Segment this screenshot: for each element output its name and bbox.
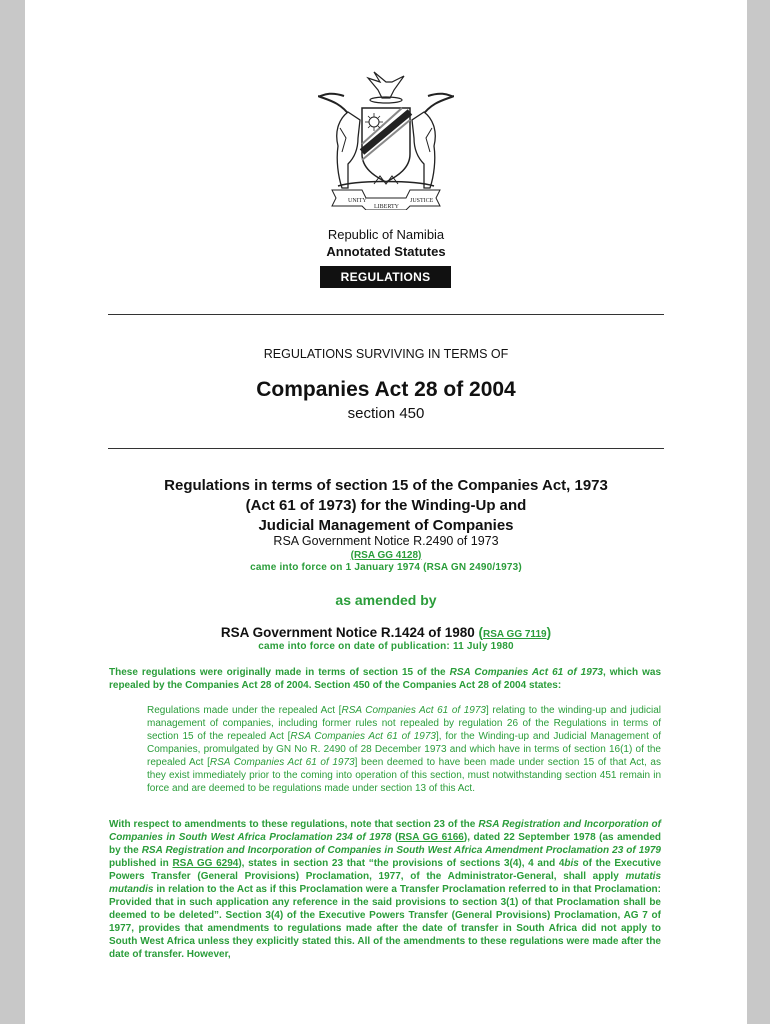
note-proclamation: RSA Registration and Incorporation of Companies in South West Africa Proclamation 234 of 1978 [109, 819, 661, 843]
quote-act-3: RSA Companies Act 61 of 1973 [209, 757, 355, 768]
note-text-5: ), states in section 23 that “the provisions of sections 3(4), 4 and 4 [238, 858, 565, 869]
note-bis: bis [564, 858, 579, 869]
amending-gazette-link[interactable]: RSA GG 7119 [483, 629, 547, 640]
regulation-title [25, 476, 747, 536]
intro-text-1: These regulations were originally made in terms of section 15 of the [109, 667, 450, 678]
motto-left: UNITY [348, 198, 367, 204]
note-text-7: in relation to the Act as if this Proclamation were a Transfer Proclamation referred to in that Proclamation: Provided that in such application any reference in the said provisions to section 3(1) of that Proclamation shall be deemed to be deleted”. Section 3(4) of the Executive Powers Transfer (General Provisions) Proclamation, AG 7 of 1977, provides that amendments to regulations made after the date of transfer in South Africa did not apply to South West Africa unless they explicitly stated this. All of the amendments to these regulations were made after the date of transfer. However, [109, 884, 661, 960]
regulations-badge: REGULATIONS [320, 266, 451, 288]
amendment-commencement: came into force on date of publication: 11 July 1980 [258, 641, 514, 652]
intro-text-act: RSA Companies Act 61 of 1973 [449, 667, 603, 678]
republic-label: Republic of Namibia [327, 227, 445, 242]
intro-text-2: , which was repealed by the Companies Act 28 of 2004. Section 450 of the Companies Act 28 of 2004 states: [109, 667, 662, 691]
note-text-2: ( [391, 832, 399, 843]
document-page [25, 0, 747, 1024]
quote-act-2: RSA Companies Act 61 of 1973 [290, 731, 436, 742]
note-text-4: published in [109, 858, 173, 869]
regulation-title-line1: Regulations in terms of section 15 of the Companies Act, 1973 [164, 477, 608, 494]
amending-gazette-open: ( [478, 625, 484, 640]
note-amendment-proclamation: RSA Registration and Incorporation of Companies in South West Africa Amendment Proclamation 23 of 1979 [141, 845, 661, 856]
motto-right: JUSTICE [410, 198, 434, 204]
note-mutatis: mutatis mutandis [109, 871, 661, 895]
note-text-1: With respect to amendments to these regulations, note that section 23 of the [109, 819, 479, 830]
note-text-3: ), dated 22 September 1978 (as amended by the [109, 832, 662, 856]
quote-text-2: ] relating to the winding-up and judicial management of companies, including former rules not repealed by regulation 26 of the Regulations in terms of section 15 of the repealed Act [ [147, 705, 661, 742]
quote-text-4: ] been deemed to have been made under section 15 of that Act, as they exist immediately prior to the coming into operation of this section, must notwithstanding section 451 remain in force and are deemed to be regulations made under section 13 of this Act. [147, 757, 661, 794]
regulation-commencement: came into force on 1 January 1974 (RSA GN 2490/1973) [250, 562, 522, 573]
section-450-quote [147, 704, 661, 795]
coat-of-arms-icon [318, 68, 454, 210]
act-section: section 450 [347, 405, 425, 422]
amendment-note-paragraph [109, 818, 661, 961]
surviving-heading: REGULATIONS SURVIVING IN TERMS OF [263, 347, 509, 361]
regulation-title-line3: Judicial Management of Companies [258, 517, 514, 534]
note-gazette-link-2[interactable]: RSA GG 6294 [172, 858, 239, 869]
amending-notice [25, 625, 747, 640]
act-title: Companies Act 28 of 2004 [256, 378, 516, 401]
divider-top [108, 314, 664, 315]
quote-text-1: Regulations made under the repealed Act [ [147, 705, 342, 716]
statutes-label: Annotated Statutes [326, 244, 446, 259]
divider-middle [108, 448, 664, 449]
note-text-6: of the Executive Powers Transfer (General Provisions) Proclamation, 1977, of the Administrator-General, shall apply [109, 858, 662, 882]
amending-notice-text: RSA Government Notice R.1424 of 1980 [220, 625, 475, 640]
amending-gazette-close: ) [546, 625, 552, 640]
quote-act-1: RSA Companies Act 61 of 1973 [341, 705, 486, 716]
regulation-notice: RSA Government Notice R.2490 of 1973 [273, 534, 499, 548]
quote-text-3: ], for the Winding-up and Judicial Management of Companies, promulgated by GN No R. 2490 of 28 December 1973 and which have in terms of section 16(1) of the repealed Act [ [147, 731, 661, 768]
regulation-title-line2: (Act 61 of 1973) for the Winding-Up and [245, 497, 527, 514]
motto-bottom: LIBERTY [374, 204, 399, 210]
regulation-gazette-link[interactable]: (RSA GG 4128) [350, 550, 422, 561]
note-gazette-link-1[interactable]: RSA GG 6166 [398, 832, 464, 843]
intro-paragraph [109, 666, 661, 692]
amended-by-heading: as amended by [335, 592, 437, 608]
